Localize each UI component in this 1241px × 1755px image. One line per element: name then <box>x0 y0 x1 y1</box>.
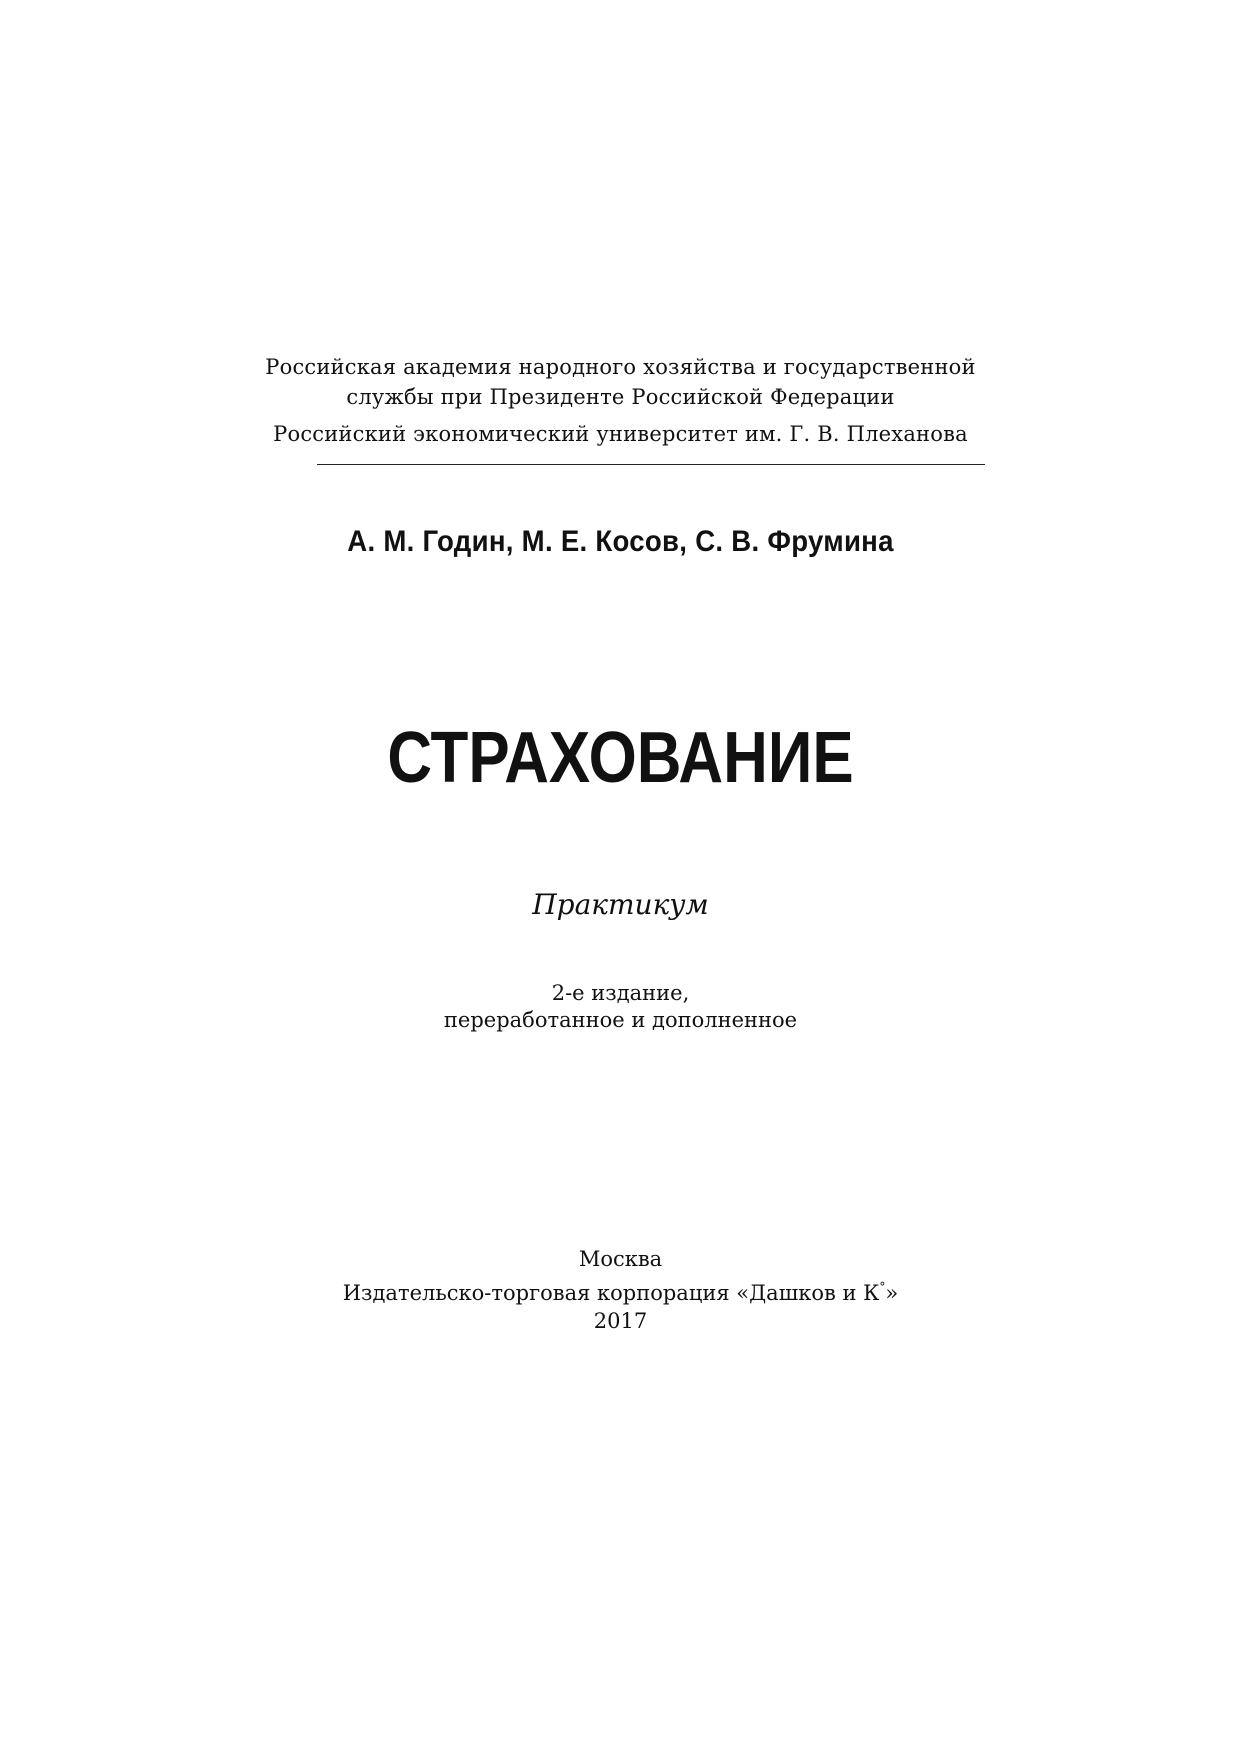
publisher-degree-mark: ° <box>879 1280 886 1294</box>
publisher-name: Издательско-торговая корпорация «Дашков и К <box>342 1281 880 1305</box>
edition-line-2: переработанное и дополненное <box>443 1008 798 1032</box>
authors: А. М. Годин, М. Е. Косов, С. В. Фрумина <box>347 525 894 558</box>
book-title: СТРАХОВАНИЕ <box>387 718 854 798</box>
institution-line-2: службы при Президенте Российской Федерации <box>346 385 895 409</box>
imprint <box>0 1245 1241 1335</box>
book-subtitle: Практикум <box>532 888 709 921</box>
edition-line-1: 2-е издание, <box>551 981 690 1005</box>
imprint-city: Москва <box>578 1247 663 1271</box>
publisher-closing-quote: » <box>885 1281 899 1305</box>
institutions-block <box>0 352 1241 449</box>
imprint-publisher <box>0 1273 1241 1307</box>
header-divider <box>317 464 985 465</box>
institution-line-1: Российская академия народного хозяйства и государственной <box>265 355 976 379</box>
imprint-year: 2017 <box>593 1309 648 1333</box>
institution-line-3: Российский экономический университет им. Г. В. Плеханова <box>273 422 968 446</box>
edition-info <box>0 980 1241 1034</box>
